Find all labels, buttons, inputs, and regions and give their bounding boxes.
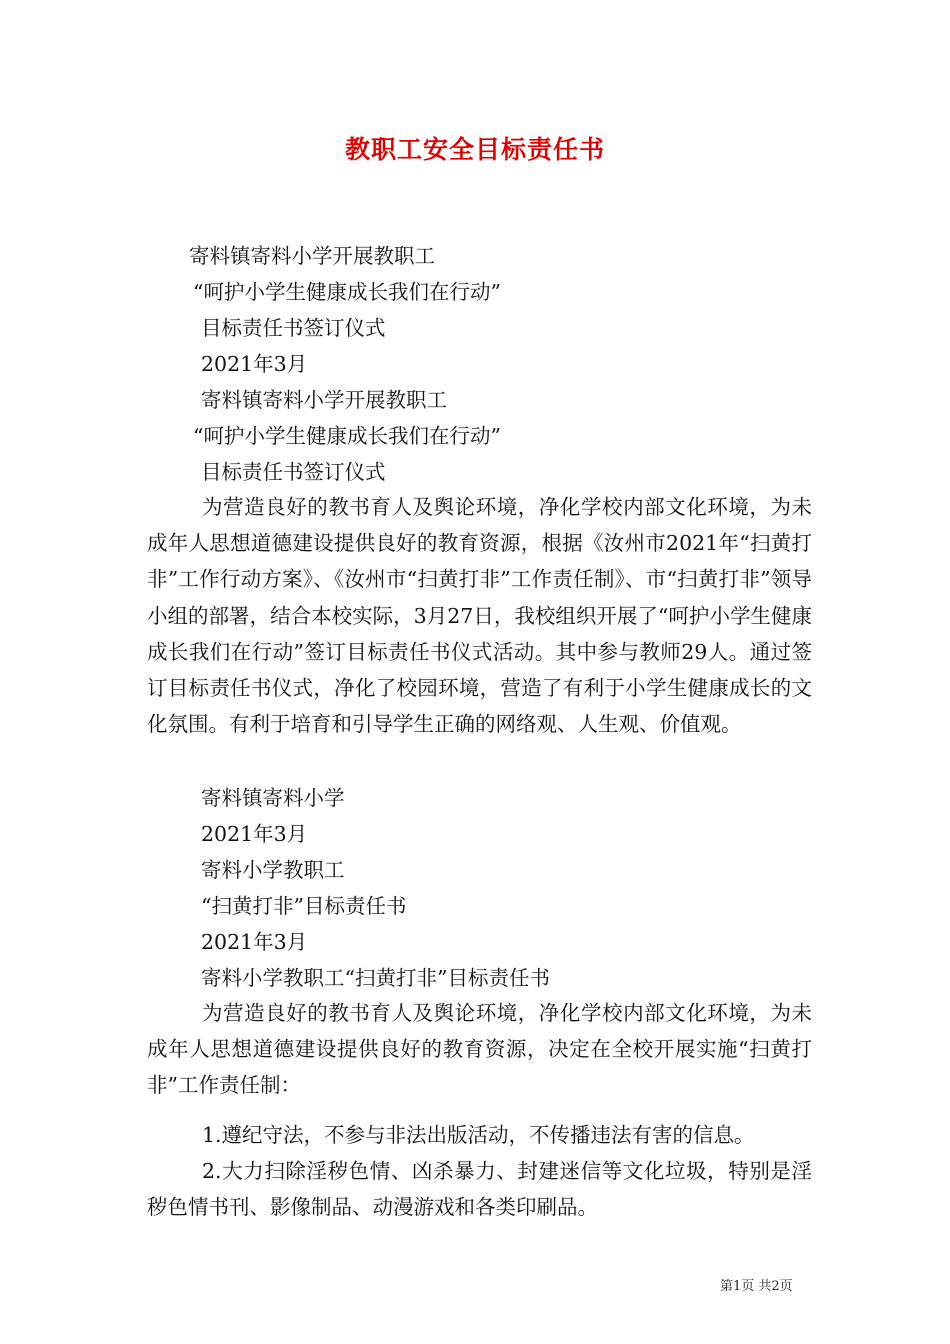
page-number: 第1页 共2页 bbox=[720, 1279, 793, 1294]
body-paragraph: 为营造良好的教书育人及舆论环境，净化学校内部文化环境，为未成年人思想道德建设提供良好的教育资源，根据《汝州市2021年“扫黄打非”工作行动方案》、《汝州市“扫黄打非”工作责任制》、市“扫黄打非”领导小组的部署，结合本校实际，3月27日，我校组织开展了“呵护小学生健康成长我们在行动”签订目标责任书仪式活动。其中参与教师29人。通过签订目标责任书仪式，净化了校园环境，营造了有利于小学生健康成长的文化氛围。有利于培育和引导学生正确的网络观、人生观、价值观。 bbox=[147, 495, 812, 737]
text-line: “呵护小学生健康成长我们在行动” bbox=[193, 424, 501, 448]
text-line: “扫黄打非”目标责任书 bbox=[201, 894, 407, 918]
text-line: 寄料镇寄料小学开展教职工 bbox=[201, 388, 447, 412]
text-line: “呵护小学生健康成长我们在行动” bbox=[193, 280, 501, 304]
list-item: 1.遵纪守法，不参与非法出版活动，不传播违法有害的信息。 bbox=[202, 1123, 755, 1147]
text-line: 2021年3月 bbox=[201, 352, 308, 376]
body-paragraph: 为营造良好的教书育人及舆论环境，净化学校内部文化环境，为未成年人思想道德建设提供良好的教育资源，决定在全校开展实施“扫黄打非”工作责任制： bbox=[147, 1001, 812, 1098]
document-title: 教职工安全目标责任书 bbox=[344, 135, 605, 164]
text-line: 目标责任书签订仪式 bbox=[201, 460, 386, 484]
text-line: 寄料小学教职工 bbox=[201, 858, 345, 882]
text-line: 寄料小学教职工“扫黄打非”目标责任书 bbox=[201, 966, 550, 990]
list-item: 2.大力扫除淫秽色情、凶杀暴力、封建迷信等文化垃圾，特别是淫秽色情书刊、影像制品、动漫游戏和各类印刷品。 bbox=[147, 1159, 812, 1220]
text-line: 2021年3月 bbox=[201, 822, 308, 846]
text-line: 2021年3月 bbox=[201, 930, 308, 954]
text-line: 寄料镇寄料小学开展教职工 bbox=[189, 244, 435, 268]
text-line: 寄料镇寄料小学 bbox=[201, 786, 345, 810]
text-line: 目标责任书签订仪式 bbox=[201, 316, 386, 340]
